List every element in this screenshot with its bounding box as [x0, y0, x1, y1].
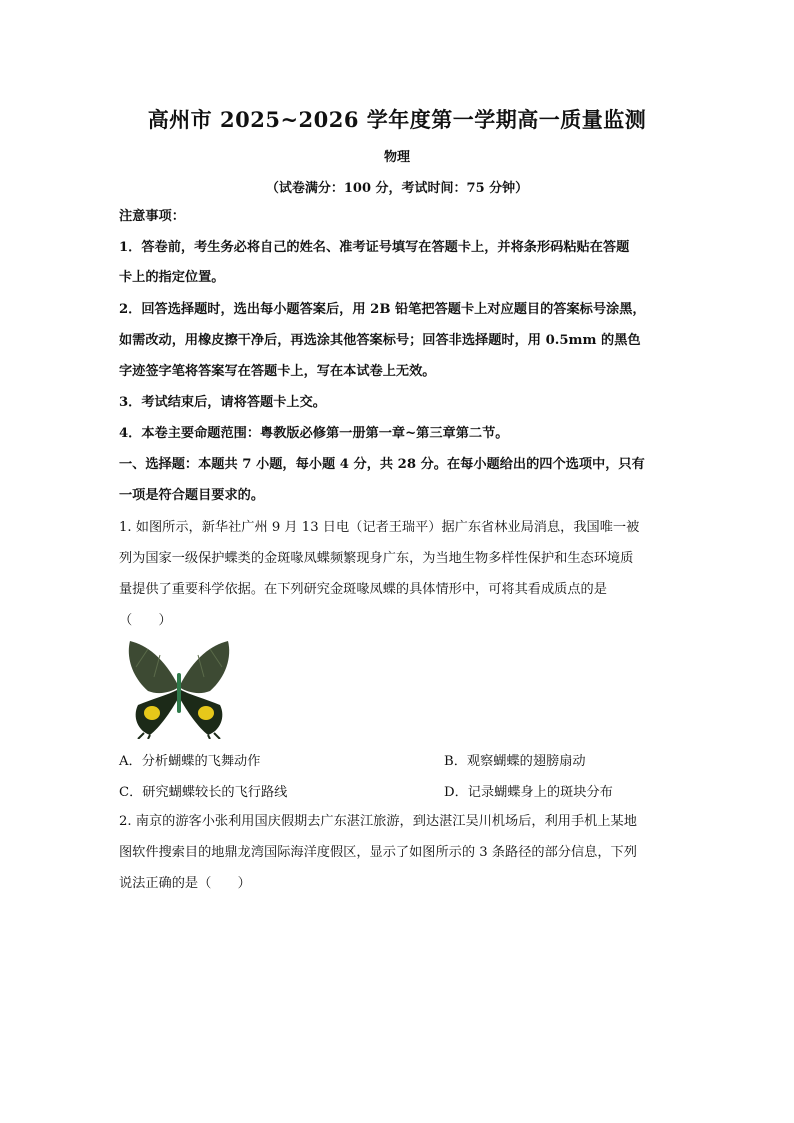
note-2-line-3: 字迹签字笔将答案写在答题卡上，写在本试卷上无效。	[119, 364, 436, 379]
q1-option-c: C．研究蝴蝶较长的飞行路线	[119, 785, 288, 800]
note-2-line-1: 2．回答选择题时，选出每小题答案后，用 2B 铅笔把答题卡上对应题目的答案标号涂黑，	[119, 302, 646, 317]
notes-heading: 注意事项：	[119, 209, 185, 224]
note-1-line-2: 卡上的指定位置。	[119, 270, 225, 285]
q1-option-b: B．观察蝴蝶的翅膀扇动	[444, 754, 586, 769]
exam-title: 高州市 2025~2026 学年度第一学期高一质量监测	[147, 107, 647, 132]
subject-label: 物理	[383, 150, 410, 165]
note-4: 4．本卷主要命题范围：粤教版必修第一册第一章~第三章第二节。	[119, 426, 509, 441]
section-heading-line-1: 一、选择题：本题共 7 小题，每小题 4 分，共 28 分。在每小题给出的四个选项中，只有	[119, 457, 645, 472]
butterfly-image	[124, 637, 234, 739]
q2-text-line-1: 2. 南京的游客小张利用国庆假期去广东湛江旅游，到达湛江吴川机场后，利用手机上某地	[119, 814, 637, 829]
q1-option-a: A．分析蝴蝶的飞舞动作	[119, 754, 261, 769]
q1-text-line-1: 1. 如图所示，新华社广州 9 月 13 日电（记者王瑞平）据广东省林业局消息，我国唯一被	[119, 520, 640, 535]
q1-text-line-3: 量提供了重要科学依据。在下列研究金斑喙凤蝶的具体情形中，可将其看成质点的是	[119, 582, 607, 597]
note-1-line-1: 1．答卷前，考生务必将自己的姓名、准考证号填写在答题卡上，并将条形码粘贴在答题	[119, 240, 630, 255]
q2-text-line-2: 图软件搜索目的地鼎龙湾国际海洋度假区，显示了如图所示的 3 条路径的部分信息，下列	[119, 845, 637, 860]
exam-info: （试卷满分：100 分，考试时间：75 分钟）	[265, 181, 529, 196]
q1-answer-blank: （ ）	[119, 613, 172, 628]
section-heading-line-2: 一项是符合题目要求的。	[119, 488, 265, 503]
note-2-line-2: 如需改动，用橡皮擦干净后，再选涂其他答案标号；回答非选择题时，用 0.5mm 的黑色	[119, 333, 641, 348]
q1-option-d: D．记录蝴蝶身上的斑块分布	[444, 785, 613, 800]
note-3: 3．考试结束后，请将答题卡上交。	[119, 395, 326, 410]
q2-text-line-3: 说法正确的是（ ）	[119, 876, 251, 891]
q1-text-line-2: 列为国家一级保护蝶类的金斑喙凤蝶频繁现身广东，为当地生物多样性保护和生态环境质	[119, 551, 634, 566]
